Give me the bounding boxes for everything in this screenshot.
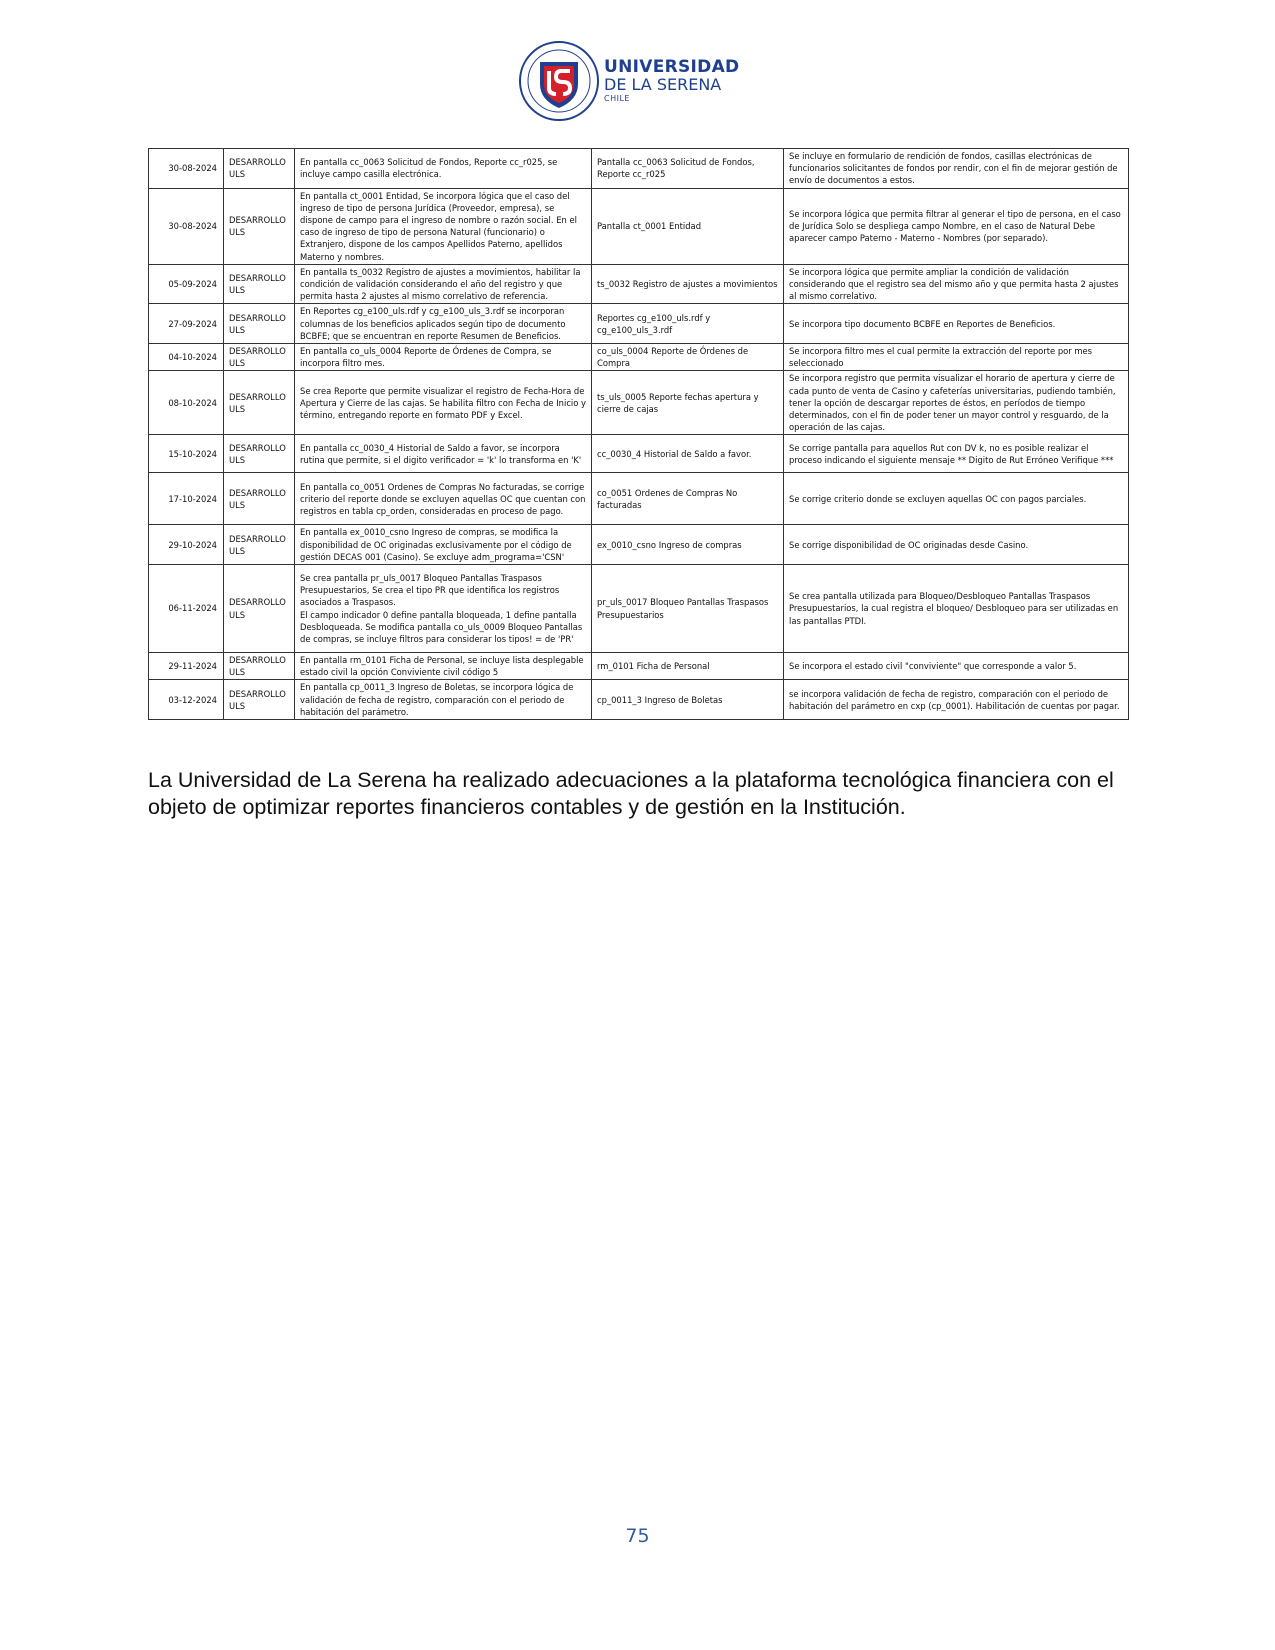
object-cell: Reportes cg_e100_uls.rdf y cg_e100_uls_3.rdf [592, 304, 784, 344]
area-cell: DESARROLLO ULS [224, 653, 295, 680]
object-cell: co_uls_0004 Reporte de Órdenes de Compra [592, 344, 784, 371]
table-row [149, 653, 1129, 680]
description-cell: En pantalla ex_0010_csno Ingreso de compras, se modifica la disponibilidad de OC originadas exclusivamente por el código de gestión DECAS 001 (Casino). Se excluye adm_programa='CSN' [295, 525, 592, 565]
impact-cell: se incorpora validación de fecha de registro, comparación con el periodo de habitación del parámetro en cxp (cp_0001). Habilitación de cuentas por pagar. [784, 680, 1129, 720]
area-cell: DESARROLLO ULS [224, 435, 295, 473]
date-cell: 27-09-2024 [149, 304, 224, 344]
object-cell: Pantalla ct_0001 Entidad [592, 188, 784, 264]
description-cell: En pantalla cc_0030_4 Historial de Saldo a favor, se incorpora rutina que permite, si el digito verificador = 'k' lo transforma en 'K' [295, 435, 592, 473]
object-cell: rm_0101 Ficha de Personal [592, 653, 784, 680]
table-row [149, 680, 1129, 720]
object-cell: cp_0011_3 Ingreso de Boletas [592, 680, 784, 720]
date-cell: 06-11-2024 [149, 565, 224, 653]
impact-cell: Se incorpora tipo documento BCBFE en Reportes de Beneficios. [784, 304, 1129, 344]
logo-country: CHILE [604, 94, 630, 103]
table-row [149, 565, 1129, 653]
impact-cell: Se incorpora registro que permita visualizar el horario de apertura y cierre de cada punto de venta de Casino y cafeterías universitarias, pudiendo también, tener la opción de descargar reportes de éstos, en períodos de tiempo determinados, con el fin de poder tener un mayor control y resguardo, de la operación de las cajas. [784, 371, 1129, 435]
table-row [149, 149, 1129, 189]
description-cell: En pantalla cc_0063 Solicitud de Fondos, Reporte cc_r025, se incluye campo casilla electrónica. [295, 149, 592, 189]
description-cell: En pantalla co_0051 Ordenes de Compras No facturadas, se corrige criterio del reporte donde se excluyen aquellas OC que cuentan con registros en tabla cp_orden, consideradas en proceso de pago. [295, 473, 592, 525]
table-row [149, 473, 1129, 525]
description-cell: En Reportes cg_e100_uls.rdf y cg_e100_uls_3.rdf se incorporan columnas de los beneficios aplicados según tipo de documento BCBFE; que se encuentran en reporte Resumen de Beneficios. [295, 304, 592, 344]
description-cell: En pantalla ts_0032 Registro de ajustes a movimientos, habilitar la condición de validación considerando el año del registro y que permita hasta 2 ajustes al mismo correlativo de referencia. [295, 264, 592, 304]
table-row [149, 344, 1129, 371]
impact-cell: Se corrige disponibilidad de OC originadas desde Casino. [784, 525, 1129, 565]
object-cell: cc_0030_4 Historial de Saldo a favor. [592, 435, 784, 473]
university-logo [518, 40, 740, 122]
date-cell: 03-12-2024 [149, 680, 224, 720]
area-cell: DESARROLLO ULS [224, 149, 295, 189]
logo-subtitle: DE LA SERENA [604, 75, 722, 94]
impact-cell: Se corrige pantalla para aquellos Rut con DV k, no es posible realizar el proceso indicando el siguiente mensaje ** Digito de Rut Erróneo Verifique *** [784, 435, 1129, 473]
area-cell: DESARROLLO ULS [224, 304, 295, 344]
table-row [149, 435, 1129, 473]
university-seal-icon [518, 40, 608, 122]
impact-cell: Se incorpora el estado civil "conviviente" que corresponde a valor 5. [784, 653, 1129, 680]
date-cell: 17-10-2024 [149, 473, 224, 525]
area-cell: DESARROLLO ULS [224, 188, 295, 264]
description-cell: En pantalla ct_0001 Entidad, Se incorpora lógica que el caso del ingreso de tipo de persona Jurídica (Proveedor, empresa), se dispone de campo para el ingreso de nombre o razón social. En el caso de ingreso de tipo de persona Natural (funcionario) o Extranjero, dispone de los campos Apellidos Paterno, apellidos Materno y nombres. [295, 188, 592, 264]
table-row [149, 304, 1129, 344]
date-cell: 29-10-2024 [149, 525, 224, 565]
table-row [149, 371, 1129, 435]
object-cell: ts_uls_0005 Reporte fechas apertura y cierre de cajas [592, 371, 784, 435]
area-cell: DESARROLLO ULS [224, 473, 295, 525]
impact-cell: Se incorpora lógica que permita filtrar al generar el tipo de persona, en el caso de Jurídica Solo se despliega campo Nombre, en el caso de Natural Debe aparecer campo Paterno - Materno - Nombres (por separado). [784, 188, 1129, 264]
area-cell: DESARROLLO ULS [224, 525, 295, 565]
impact-cell: Se incorpora filtro mes el cual permite la extracción del reporte por mes seleccionado [784, 344, 1129, 371]
area-cell: DESARROLLO ULS [224, 344, 295, 371]
description-cell: Se crea pantalla pr_uls_0017 Bloqueo Pantallas Traspasos Presupuestarios, Se crea el tipo PR que identifica los registros asociados a Traspasos. El campo indicador 0 define pantalla bloqueada, 1 define pantalla Desbloqueada. Se modifica pantalla co_uls_0009 Bloqueo Pantallas de compras, se incluye filtros para considerar los tipos! = de 'PR' [295, 565, 592, 653]
area-cell: DESARROLLO ULS [224, 565, 295, 653]
area-cell: DESARROLLO ULS [224, 680, 295, 720]
table-row [149, 525, 1129, 565]
date-cell: 04-10-2024 [149, 344, 224, 371]
object-cell: co_0051 Ordenes de Compras No facturadas [592, 473, 784, 525]
impact-cell: Se incorpora lógica que permite ampliar la condición de validación considerando que el registro sea del mismo año y que permita hasta 2 ajustes al mismo correlativo. [784, 264, 1129, 304]
area-cell: DESARROLLO ULS [224, 264, 295, 304]
impact-cell: Se incluye en formulario de rendición de fondos, casillas electrónicas de funcionarios solicitantes de fondos por rendir, con el fin de mejorar gestión de envío de documentos a estos. [784, 149, 1129, 189]
body-paragraph: La Universidad de La Serena ha realizado adecuaciones a la plataforma tecnológica financiera con el objeto de optimizar reportes financieros contables y de gestión en la Institución. [148, 768, 1114, 819]
date-cell: 30-08-2024 [149, 188, 224, 264]
impact-cell: Se crea pantalla utilizada para Bloqueo/Desbloqueo Pantallas Traspasos Presupuestarios, la cual registra el bloqueo/ Desbloqueo para ser utilizadas en las pantallas PTDI. [784, 565, 1129, 653]
description-cell: En pantalla rm_0101 Ficha de Personal, se incluye lista desplegable estado civil la opción Conviviente civil código 5 [295, 653, 592, 680]
table-row [149, 264, 1129, 304]
impact-cell: Se corrige criterio donde se excluyen aquellas OC con pagos parciales. [784, 473, 1129, 525]
date-cell: 30-08-2024 [149, 149, 224, 189]
changes-table [148, 148, 1129, 720]
table-row [149, 188, 1129, 264]
object-cell: Pantalla cc_0063 Solicitud de Fondos, Reporte cc_r025 [592, 149, 784, 189]
date-cell: 15-10-2024 [149, 435, 224, 473]
logo-title: UNIVERSIDAD [604, 57, 740, 77]
object-cell: pr_uls_0017 Bloqueo Pantallas Traspasos Presupuestarios [592, 565, 784, 653]
page-number: 75 [625, 1525, 650, 1547]
description-cell: En pantalla cp_0011_3 Ingreso de Boletas, se incorpora lógica de validación de fecha de registro, comparación con el periodo de habitación del parámetro. [295, 680, 592, 720]
changes-table-body [149, 149, 1129, 720]
date-cell: 08-10-2024 [149, 371, 224, 435]
area-cell: DESARROLLO ULS [224, 371, 295, 435]
date-cell: 05-09-2024 [149, 264, 224, 304]
description-cell: En pantalla co_uls_0004 Reporte de Órdenes de Compra, se incorpora filtro mes. [295, 344, 592, 371]
description-cell: Se crea Reporte que permite visualizar el registro de Fecha-Hora de Apertura y Cierre de las cajas. Se habilita filtro con Fecha de Inicio y término, entregando reporte en formato PDF y Excel. [295, 371, 592, 435]
object-cell: ex_0010_csno Ingreso de compras [592, 525, 784, 565]
date-cell: 29-11-2024 [149, 653, 224, 680]
object-cell: ts_0032 Registro de ajustes a movimientos [592, 264, 784, 304]
